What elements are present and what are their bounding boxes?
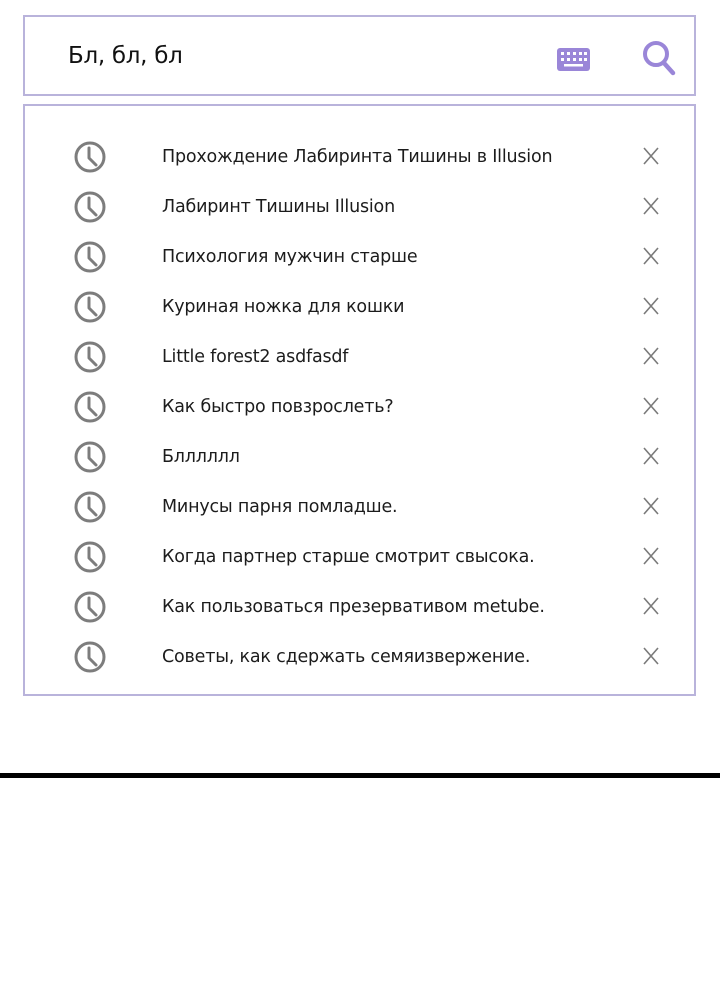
history-item-label: Лабиринт Тишины Illusion xyxy=(162,197,395,217)
history-item-label: Прохождение Лабиринта Тишины в Illusion xyxy=(162,147,553,167)
history-item-label: Куриная ножка для кошки xyxy=(162,297,405,317)
search-history-list xyxy=(23,104,696,696)
close-icon[interactable] xyxy=(640,295,662,317)
close-icon[interactable] xyxy=(640,545,662,567)
search-bar xyxy=(23,15,696,96)
close-icon[interactable] xyxy=(640,245,662,267)
panel-divider xyxy=(0,773,720,778)
close-icon[interactable] xyxy=(640,445,662,467)
history-item[interactable] xyxy=(25,632,694,682)
history-item[interactable] xyxy=(25,232,694,282)
clock-icon xyxy=(73,290,107,324)
search-icon[interactable] xyxy=(641,39,677,77)
clock-icon xyxy=(73,240,107,274)
history-item[interactable] xyxy=(25,282,694,332)
history-item[interactable] xyxy=(25,332,694,382)
history-item[interactable] xyxy=(25,182,694,232)
history-item-label: Как пользоваться презервативом metube. xyxy=(162,597,545,617)
clock-icon xyxy=(73,390,107,424)
close-icon[interactable] xyxy=(640,645,662,667)
history-item[interactable] xyxy=(25,382,694,432)
history-item[interactable] xyxy=(25,132,694,182)
close-icon[interactable] xyxy=(640,145,662,167)
history-item[interactable] xyxy=(25,582,694,632)
close-icon[interactable] xyxy=(640,495,662,517)
history-item-label: Когда партнер старше смотрит свысока. xyxy=(162,547,535,567)
close-icon[interactable] xyxy=(640,595,662,617)
history-item-label: Советы, как сдержать семяизвержение. xyxy=(162,647,531,667)
clock-icon xyxy=(73,340,107,374)
history-item-label: Блллллл xyxy=(162,447,240,467)
history-item[interactable] xyxy=(25,532,694,582)
clock-icon xyxy=(73,590,107,624)
clock-icon xyxy=(73,640,107,674)
clock-icon xyxy=(73,540,107,574)
history-item[interactable] xyxy=(25,482,694,532)
history-item-label: Минусы парня помладше. xyxy=(162,497,398,517)
close-icon[interactable] xyxy=(640,395,662,417)
history-item[interactable] xyxy=(25,432,694,482)
clock-icon xyxy=(73,140,107,174)
clock-icon xyxy=(73,190,107,224)
keyboard-icon[interactable] xyxy=(557,48,590,71)
clock-icon xyxy=(73,440,107,474)
history-item-label: Как быстро повзрослеть? xyxy=(162,397,394,417)
search-input[interactable]: Бл, бл, бл xyxy=(68,43,183,69)
clock-icon xyxy=(73,490,107,524)
history-item-label: Little forest2 asdfasdf xyxy=(162,347,349,367)
history-item-label: Психология мужчин старше xyxy=(162,247,418,267)
close-icon[interactable] xyxy=(640,195,662,217)
close-icon[interactable] xyxy=(640,345,662,367)
